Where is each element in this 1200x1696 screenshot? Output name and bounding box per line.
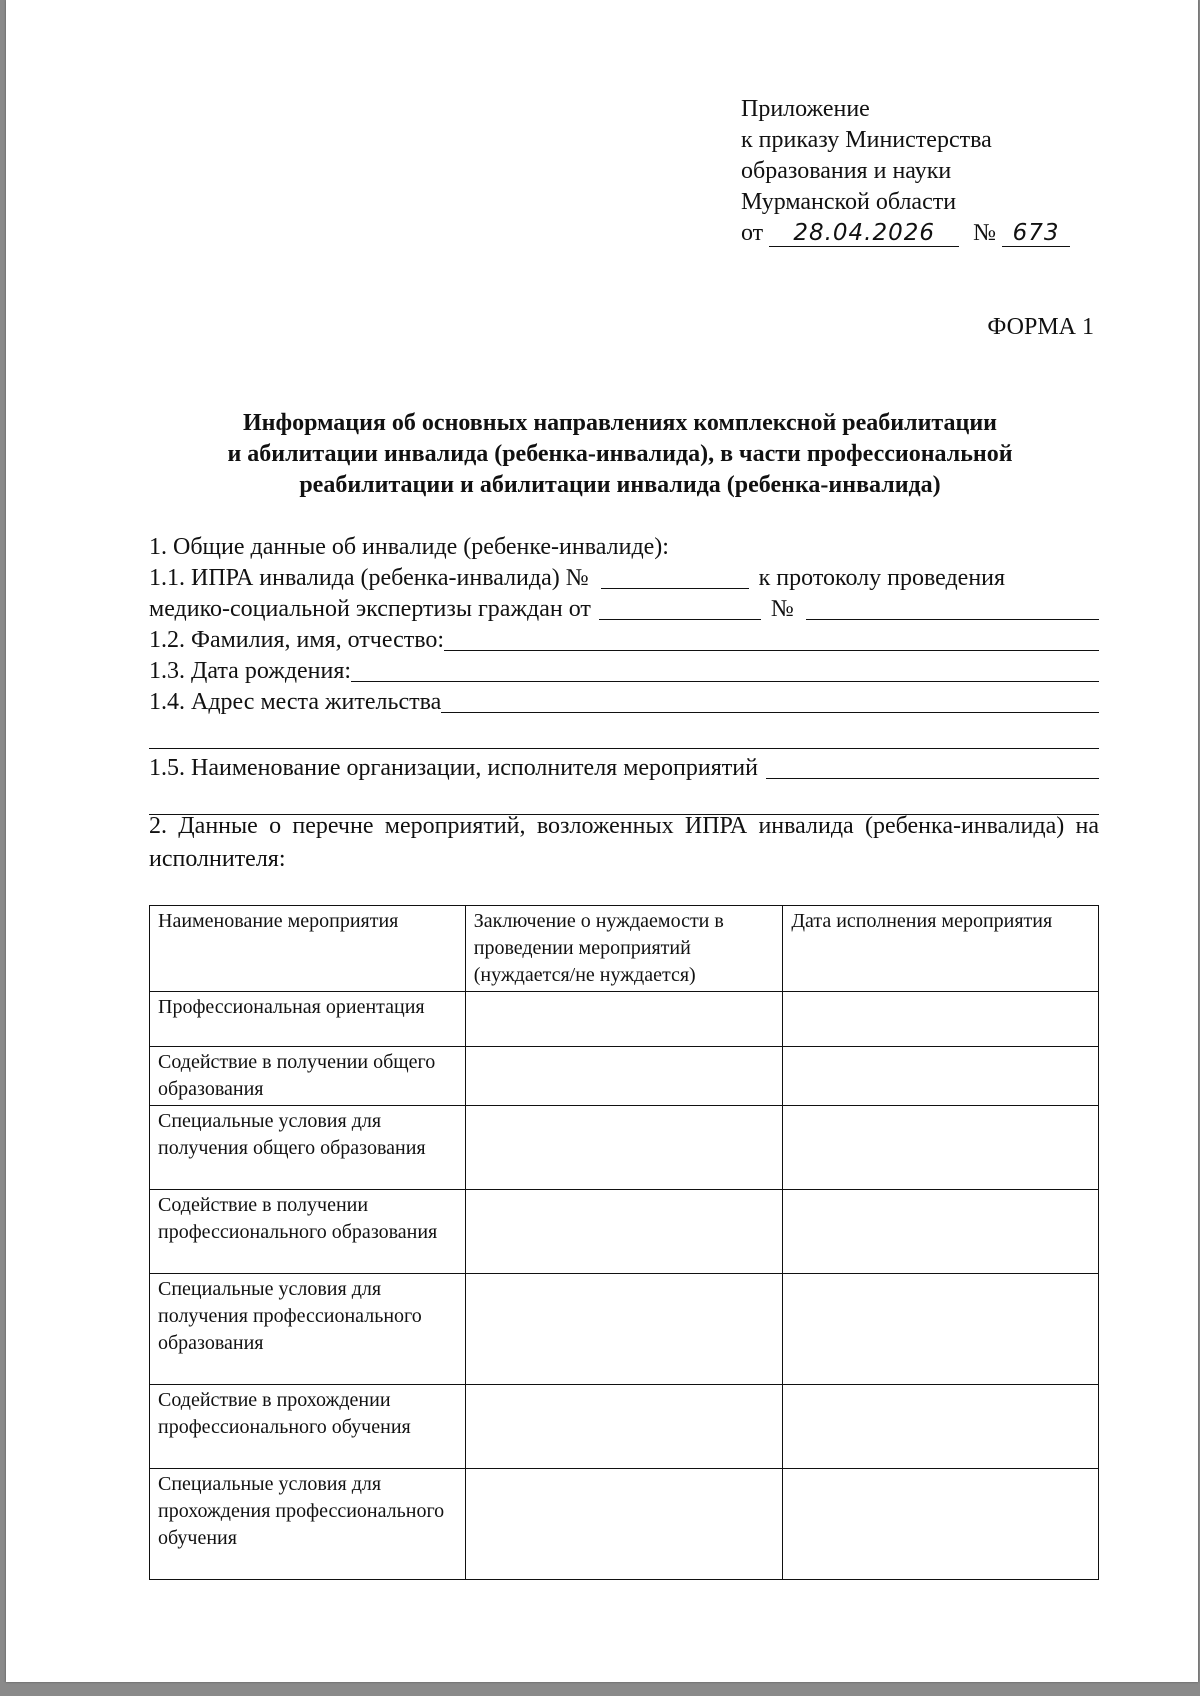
document-page <box>6 0 1198 1682</box>
date-cell[interactable] <box>783 1047 1099 1106</box>
conclusion-cell[interactable] <box>465 1274 783 1385</box>
ipra-row <box>149 563 1099 594</box>
activity-name: Специальные условия для получения общего образования <box>150 1106 466 1190</box>
appendix-line: образования и науки <box>741 158 952 184</box>
address-row <box>149 687 1099 718</box>
activity-name: Профессиональная ориентация <box>150 992 466 1047</box>
fio-label: 1.2. Фамилия, имя, отчество: <box>149 627 445 653</box>
order-date-number-line <box>741 218 1070 249</box>
title-line: и абилитации инвалида (ребенка-инвалида), в части профессиональной <box>227 441 1013 467</box>
expertise-no-label: № <box>770 596 794 622</box>
date-cell[interactable] <box>783 1469 1099 1580</box>
conclusion-cell[interactable] <box>465 1047 783 1106</box>
expertise-date-field[interactable] <box>599 595 761 620</box>
expertise-row <box>149 594 1099 625</box>
date-prefix: от <box>741 220 764 246</box>
activity-name: Содействие в прохождении профессионального обучения <box>150 1385 466 1469</box>
expertise-label: медико-социальной экспертизы граждан от <box>149 596 591 622</box>
address-field[interactable] <box>441 688 1099 713</box>
appendix-block <box>741 94 1070 249</box>
ipra-number-field[interactable] <box>601 564 749 589</box>
ipra-label: 1.1. ИПРА инвалида (ребенка-инвалида) № <box>149 565 589 591</box>
activities-table <box>149 905 1099 1580</box>
address-field-continuation[interactable] <box>149 718 1099 749</box>
table-row <box>150 992 1099 1047</box>
activity-name: Содействие в получении общего образования <box>150 1047 466 1106</box>
address-label: 1.4. Адрес места жительства <box>149 689 442 715</box>
document-title <box>146 408 1094 501</box>
conclusion-cell[interactable] <box>465 1385 783 1469</box>
date-cell[interactable] <box>783 992 1099 1047</box>
dob-label: 1.3. Дата рождения: <box>149 658 352 684</box>
appendix-line: Приложение <box>741 96 870 122</box>
fio-row <box>149 625 1099 656</box>
section-1 <box>149 532 1099 819</box>
title-line: реабилитации и абилитации инвалида (ребенка-инвалида) <box>299 472 941 498</box>
conclusion-cell[interactable] <box>465 1190 783 1274</box>
fio-field[interactable] <box>444 626 1099 651</box>
org-label: 1.5. Наименование организации, исполнителя мероприятий <box>149 755 758 781</box>
appendix-line: к приказу Министерства <box>741 127 992 153</box>
conclusion-cell[interactable] <box>465 1469 783 1580</box>
date-cell[interactable] <box>783 1190 1099 1274</box>
handwritten-number: 673 <box>1002 220 1070 247</box>
conclusion-cell[interactable] <box>465 992 783 1047</box>
header-activity: Наименование мероприятия <box>150 906 466 992</box>
org-field[interactable] <box>766 754 1099 779</box>
table-row <box>150 1469 1099 1580</box>
form-label: ФОРМА 1 <box>987 314 1094 340</box>
table-row <box>150 1190 1099 1274</box>
table-row <box>150 1047 1099 1106</box>
activity-name: Специальные условия для получения профессионального образования <box>150 1274 466 1385</box>
section-2-text: 2. Данные о перечне мероприятий, возложенных ИПРА инвалида (ребенка-инвалида) на исполнителя: <box>149 813 1099 872</box>
table-row <box>150 1106 1099 1190</box>
title-line: Информация об основных направлениях комплексной реабилитации <box>243 410 997 436</box>
date-cell[interactable] <box>783 1274 1099 1385</box>
header-date: Дата исполнения мероприятия <box>783 906 1099 992</box>
number-prefix: № <box>973 220 997 246</box>
dob-row <box>149 656 1099 687</box>
dob-field[interactable] <box>351 657 1099 682</box>
appendix-line: Мурманской области <box>741 189 957 215</box>
section-1-heading <box>149 532 1099 563</box>
org-row <box>149 753 1099 784</box>
activity-name: Содействие в получении профессионального образования <box>150 1190 466 1274</box>
expertise-number-field[interactable] <box>806 595 1099 620</box>
header-conclusion: Заключение о нуждаемости в проведении мероприятий (нуждается/не нуждается) <box>465 906 783 992</box>
activity-name: Специальные условия для прохождения профессионального обучения <box>150 1469 466 1580</box>
conclusion-cell[interactable] <box>465 1106 783 1190</box>
table-header-row <box>150 906 1099 992</box>
date-cell[interactable] <box>783 1106 1099 1190</box>
handwritten-date: 28.04.2026 <box>769 220 959 247</box>
table-row <box>150 1385 1099 1469</box>
ipra-suffix: к протоколу проведения <box>758 565 1006 591</box>
date-cell[interactable] <box>783 1385 1099 1469</box>
table-row <box>150 1274 1099 1385</box>
section-1-heading-text: 1. Общие данные об инвалиде (ребенке-инвалиде): <box>149 534 669 560</box>
